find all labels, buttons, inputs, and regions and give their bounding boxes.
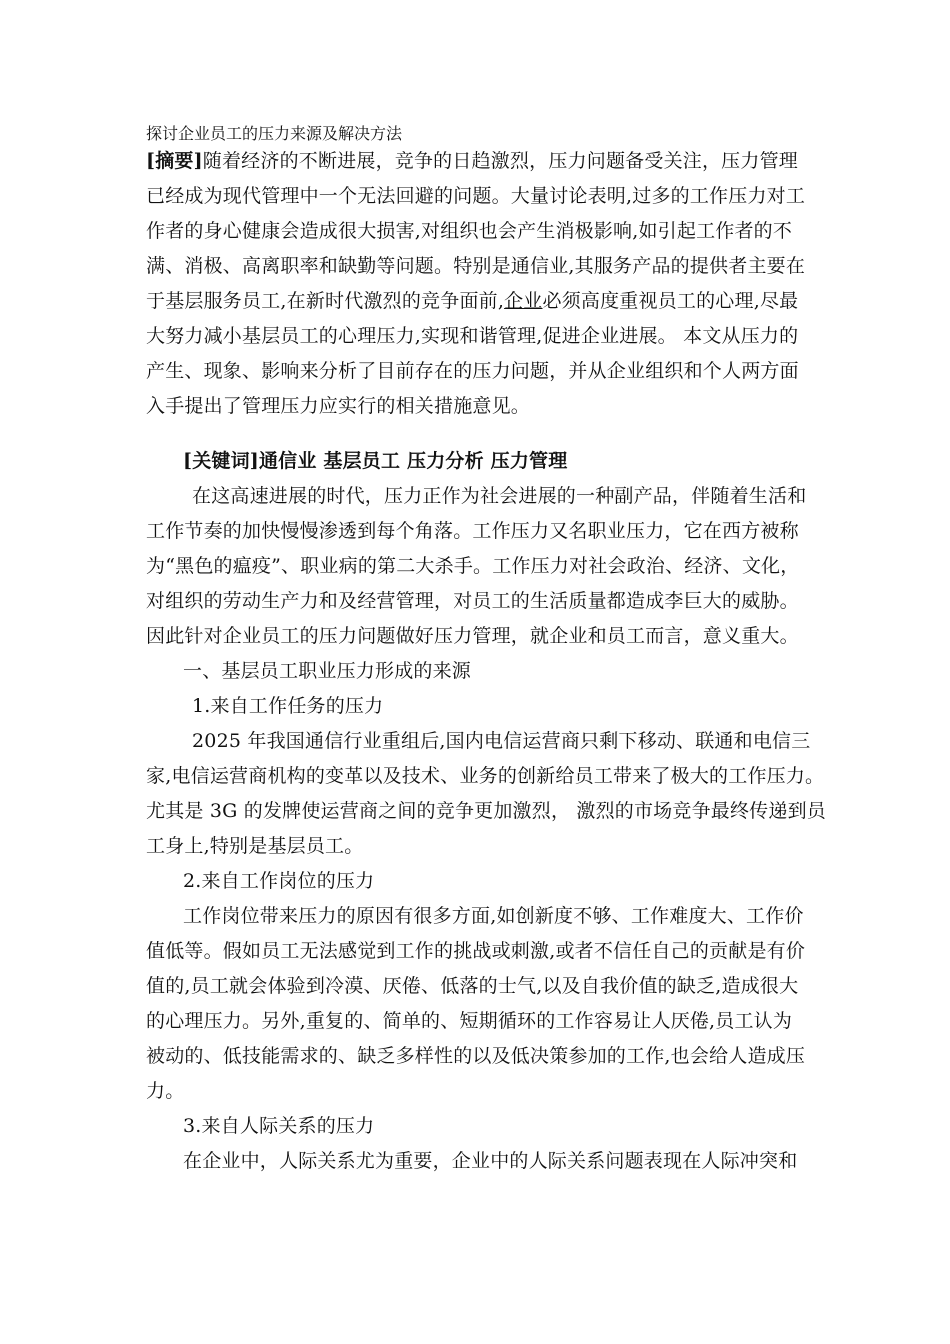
abstract-text-1: 随着经济的不断进展，竞争的日趋激烈，压力问题备受关注，压力管理 xyxy=(202,150,798,172)
sub3-line-1: 在企业中，人际关系尤为重要，企业中的人际关系问题表现在人际冲突和 xyxy=(183,1150,798,1172)
abstract-line-1 xyxy=(146,143,798,179)
abstract-text-6b: 必须高度重视员工的心理,尽最 xyxy=(542,290,799,312)
sub2-line-4: 的心理压力。另外,重复的、简单的、短期循环的工作容易让人厌倦,员工认为 xyxy=(146,1010,793,1032)
abstract-line-3: 作者的身心健康会造成很大损害,对组织也会产生消极影响,如引起工作者的不 xyxy=(146,220,793,242)
abstract-label: [摘要] xyxy=(146,150,203,172)
sub2-line-6: 力。 xyxy=(146,1080,185,1102)
intro-line-2: 工作节奏的加快慢慢渗透到每个角落。工作压力又名职业压力，它在西方被称 xyxy=(146,520,799,542)
abstract-line-2: 已经成为现代管理中一个无法回避的问题。大量讨论表明,过多的工作压力对工 xyxy=(146,185,806,207)
enterprise-link[interactable]: 企业 xyxy=(504,290,543,312)
sub1-line-3: 尤其是 3G 的发牌使运营商之间的竞争更加激烈， 激烈的市场竞争最终传递到员 xyxy=(146,800,826,822)
abstract-line-4: 满、消极、高离职率和缺勤等问题。特别是通信业,其服务产品的提供者主要在 xyxy=(146,255,806,277)
sub2-line-2: 值低等。假如员工无法感觉到工作的挑战或刺激,或者不信任自己的贡献是有价 xyxy=(146,940,806,962)
abstract-line-8: 产生、现象、影响来分析了目前存在的压力问题，并从企业组织和个人两方面 xyxy=(146,360,799,382)
intro-line-3: 为“黑色的瘟疫”、职业病的第二大杀手。工作压力对社会政治、经济、文化， xyxy=(146,555,800,577)
document-title: 探讨企业员工的压力来源及解决方法 xyxy=(146,124,403,143)
subsection-1-heading: 1.来自工作任务的压力 xyxy=(192,695,384,717)
subsection-3-heading: 3.来自人际关系的压力 xyxy=(183,1115,375,1137)
keywords-line: [关键词]通信业 基层员工 压力分析 压力管理 xyxy=(183,450,568,472)
sub1-line-2: 家,电信运营商机构的变革以及技术、业务的创新给员工带来了极大的工作压力。 xyxy=(146,765,825,787)
sub1-line-4: 工身上,特别是基层员工。 xyxy=(146,835,364,857)
sub2-line-1: 工作岗位带来压力的原因有很多方面,如创新度不够、工作难度大、工作价 xyxy=(183,905,804,927)
subsection-2-heading: 2.来自工作岗位的压力 xyxy=(183,870,375,892)
abstract-line-7: 大努力减小基层员工的心理压力,实现和谐管理,促进企业进展。 本文从压力的 xyxy=(146,325,799,347)
abstract-text-6a: 于基层服务员工,在新时代激烈的竞争面前, xyxy=(146,290,505,312)
sub2-line-5: 被动的、低技能需求的、缺乏多样性的以及低决策参加的工作,也会给人造成压 xyxy=(146,1045,806,1067)
section-1-heading: 一、基层员工职业压力形成的来源 xyxy=(183,660,472,682)
sub2-line-3: 值的,员工就会体验到冷漠、厌倦、低落的士气,以及自我价值的缺乏,造成很大 xyxy=(146,975,799,997)
intro-line-4: 对组织的劳动生产力和及经营管理，对员工的生活质量都造成李巨大的威胁。 xyxy=(146,590,799,612)
abstract-line-6 xyxy=(146,283,798,319)
intro-line-1: 在这高速进展的时代，压力正作为社会进展的一种副产品，伴随着生活和 xyxy=(192,485,807,507)
sub1-line-1: 2025 年我国通信行业重组后,国内电信运营商只剩下移动、联通和电信三 xyxy=(192,730,811,752)
intro-line-5: 因此针对企业员工的压力问题做好压力管理，就企业和员工而言，意义重大。 xyxy=(146,625,799,647)
abstract-line-9: 入手提出了管理压力应实行的相关措施意见。 xyxy=(146,395,531,417)
